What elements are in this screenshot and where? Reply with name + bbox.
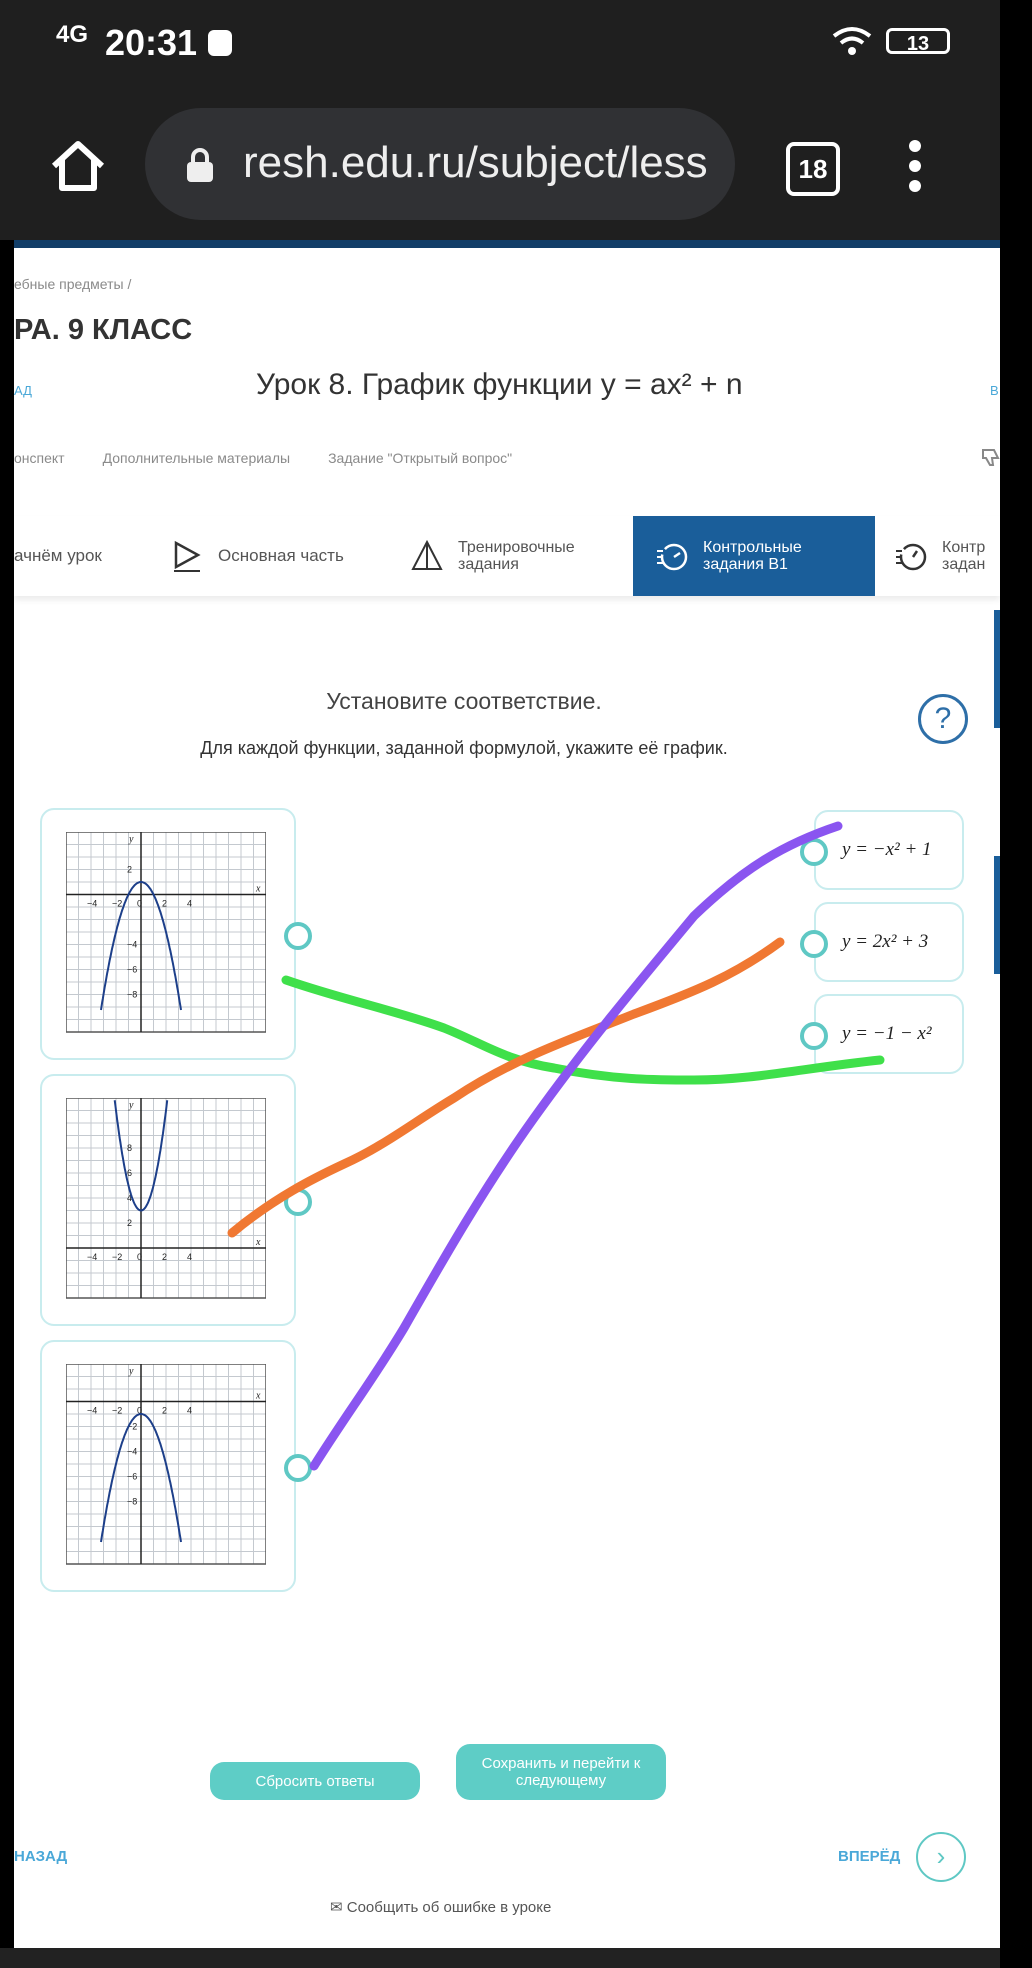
back-link[interactable]: НАЗАД xyxy=(14,1848,68,1865)
report-error-label: Сообщить об ошибке в уроке xyxy=(346,1899,552,1916)
y-tick-label: −6 xyxy=(127,1471,138,1482)
forward-link[interactable]: ВПЕРЁД xyxy=(838,1848,901,1865)
step-training-label-2: задания xyxy=(458,556,519,573)
lesson-steps xyxy=(14,516,1000,596)
graph-card[interactable] xyxy=(40,808,296,1060)
orange-stroke xyxy=(232,942,780,1233)
y-tick-label: −4 xyxy=(127,1446,138,1457)
mail-icon: ✉ xyxy=(330,1899,347,1916)
step-start[interactable] xyxy=(14,516,154,596)
y-tick-label: −4 xyxy=(127,939,138,950)
x-tick-label: −2 xyxy=(112,1405,123,1416)
status-time: 20:31 xyxy=(105,22,198,63)
reset-answers-button[interactable]: Сбросить ответы xyxy=(210,1762,420,1800)
url-text: resh.edu.ru/subject/less xyxy=(243,138,708,187)
step-main[interactable] xyxy=(170,516,350,596)
step-training-label-1: Тренировочные xyxy=(458,539,575,556)
browser-toolbar xyxy=(0,90,1000,240)
breadcrumb[interactable]: ебные предметы / xyxy=(14,276,132,292)
x-tick-label: 0 xyxy=(137,898,143,909)
formula-text: y = −1 − x² xyxy=(842,1023,932,1044)
match-point[interactable] xyxy=(284,1454,312,1482)
y-tick-label: −6 xyxy=(127,964,138,975)
x-axis-label: x xyxy=(256,1390,261,1402)
y-tick-label: 4 xyxy=(127,1193,133,1203)
dislike-icon[interactable] xyxy=(980,446,1000,473)
graph-card[interactable] xyxy=(40,1340,296,1592)
task-title: Установите соответствие. xyxy=(326,688,602,714)
overflow-menu-icon[interactable] xyxy=(905,140,925,200)
subnav-extra-materials[interactable]: Дополнительные материалы xyxy=(102,450,291,466)
x-tick-label: −4 xyxy=(87,1252,98,1262)
timer-icon xyxy=(655,539,689,573)
x-tick-label: 4 xyxy=(187,898,193,909)
graph-card[interactable] xyxy=(40,1074,296,1326)
step-control2-label-1: Контр xyxy=(942,539,986,556)
x-tick-label: 4 xyxy=(187,1252,193,1262)
formula-text: y = −x² + 1 xyxy=(842,839,932,860)
match-point[interactable] xyxy=(800,930,828,958)
y-tick-label: −8 xyxy=(127,1496,138,1507)
subnav-summary[interactable]: онспект xyxy=(14,450,65,466)
report-error-link[interactable] xyxy=(330,1898,551,1916)
forward-link-top[interactable]: В xyxy=(990,383,999,398)
formula-card[interactable] xyxy=(814,810,964,890)
home-icon[interactable] xyxy=(48,136,108,196)
status-bar xyxy=(0,0,1000,90)
step-control-b1[interactable] xyxy=(633,516,875,596)
purple-stroke xyxy=(314,826,838,1466)
x-tick-label: −4 xyxy=(87,1405,98,1416)
step-control-label-1: Контрольные xyxy=(703,539,802,556)
graph-plot xyxy=(66,832,266,1036)
y-tick-label: −2 xyxy=(127,1421,138,1432)
navigation-bar xyxy=(0,1948,1000,1968)
formula-card[interactable] xyxy=(814,994,964,1074)
y-tick-label: 2 xyxy=(127,1218,133,1228)
play-icon xyxy=(170,539,204,573)
formula-text: y = 2x² + 3 xyxy=(842,931,929,952)
site-header-strip xyxy=(14,240,1000,248)
x-axis-label: x xyxy=(256,883,261,895)
help-button[interactable]: ? xyxy=(918,694,968,744)
screen-edge xyxy=(1000,0,1032,1968)
x-tick-label: −4 xyxy=(87,898,98,909)
x-tick-label: 2 xyxy=(162,1405,168,1416)
step-main-label: Основная часть xyxy=(218,546,344,565)
step-control2-label-2: задан xyxy=(942,556,986,573)
x-tick-label: −2 xyxy=(112,898,123,909)
step-training[interactable] xyxy=(410,516,610,596)
y-tick-label: −8 xyxy=(127,989,138,1000)
task-subtitle: Для каждой функции, заданной формулой, укажите её график. xyxy=(200,738,728,758)
chevron-right-icon[interactable]: › xyxy=(916,1832,966,1882)
graph-plot xyxy=(66,1098,266,1302)
match-point[interactable] xyxy=(284,1188,312,1216)
x-tick-label: 0 xyxy=(137,1405,143,1416)
subnav-open-question[interactable]: Задание "Открытый вопрос" xyxy=(328,450,513,466)
y-axis-label: y xyxy=(129,1100,134,1111)
x-tick-label: 2 xyxy=(162,1252,168,1262)
step-control-label-2: задания В1 xyxy=(703,556,788,573)
mic-icon xyxy=(208,30,232,56)
lesson-page xyxy=(14,248,1000,1948)
y-axis-label: y xyxy=(129,834,134,845)
subject-title: РА. 9 КЛАСС xyxy=(14,314,193,346)
green-stroke xyxy=(286,980,880,1080)
x-tick-label: −2 xyxy=(112,1252,123,1262)
x-tick-label: 4 xyxy=(187,1405,193,1416)
timer-icon xyxy=(894,539,928,573)
back-link-top[interactable]: АД xyxy=(14,383,32,398)
lesson-subnav xyxy=(14,450,550,466)
battery-icon: 13 xyxy=(886,28,950,54)
y-axis-label: y xyxy=(129,1366,134,1377)
x-tick-label: 0 xyxy=(137,1252,143,1262)
wifi-icon xyxy=(832,26,872,64)
network-indicator: 4G xyxy=(56,21,89,48)
match-point[interactable] xyxy=(800,1022,828,1050)
y-tick-label: 6 xyxy=(127,1168,133,1178)
save-next-button[interactable]: Сохранить и перейти к следующему xyxy=(456,1744,666,1800)
step-control-b2[interactable] xyxy=(894,516,1000,596)
y-tick-label: 2 xyxy=(127,864,133,875)
tab-count-button[interactable]: 18 xyxy=(786,142,840,196)
formula-card[interactable] xyxy=(814,902,964,982)
graph-plot xyxy=(66,1364,266,1568)
match-point[interactable] xyxy=(284,922,312,950)
x-axis-label: x xyxy=(256,1237,261,1248)
address-bar[interactable] xyxy=(145,108,735,220)
lock-icon xyxy=(185,144,215,180)
step-start-label: ачнём урок xyxy=(14,546,102,565)
match-point[interactable] xyxy=(800,838,828,866)
y-tick-label: 8 xyxy=(127,1143,133,1153)
x-tick-label: 2 xyxy=(162,898,168,909)
page-title: Урок 8. График функции y = ax² + n xyxy=(256,368,743,401)
pyramid-icon xyxy=(410,539,444,573)
